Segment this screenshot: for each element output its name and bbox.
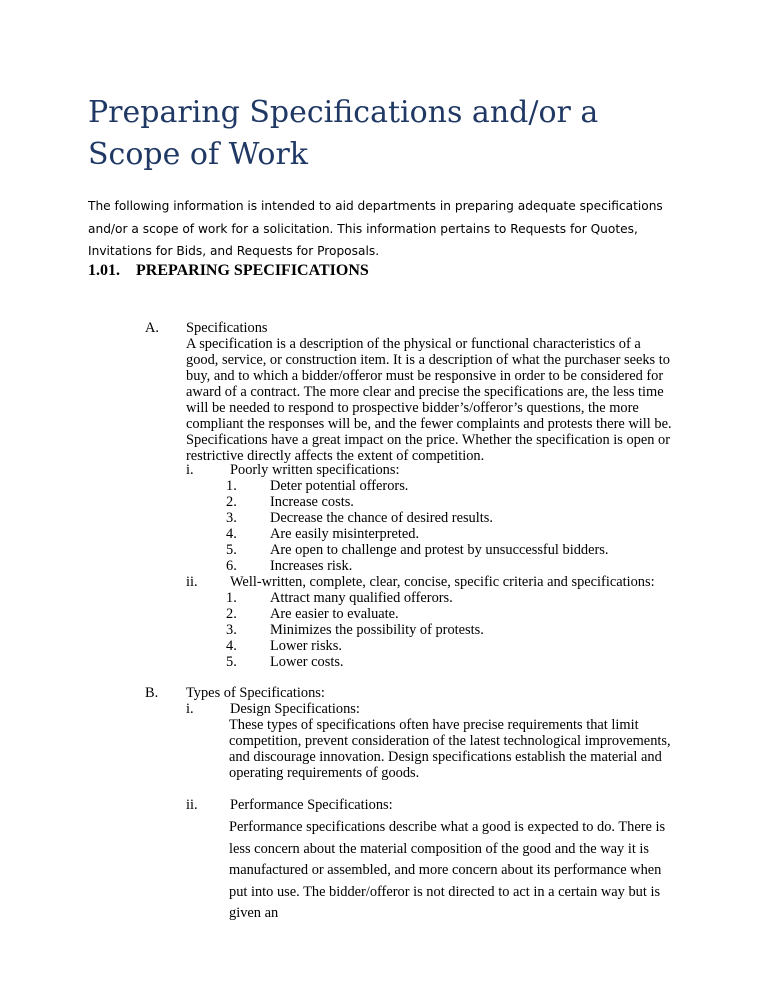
list-item: 3. Minimizes the possibility of protests. <box>226 622 484 638</box>
list-item: 2. Are easier to evaluate. <box>226 606 399 622</box>
section-title: PREPARING SPECIFICATIONS <box>136 262 369 279</box>
list-item: 4. Lower risks. <box>226 638 342 654</box>
item-b-ii-body: Performance specifications describe what a good is expected to do. There is less concern about the material composition of the good and the way it is manufactured or assembled, and more concern about its performance when put into use. The bidder/offeror is not directed to act in a certain way but is given an <box>229 819 666 921</box>
list-item: 6. Increases risk. <box>226 558 353 574</box>
item-b-i-label: Design Specifications: <box>230 701 360 717</box>
list-item: 4. Are easily misinterpreted. <box>226 526 420 542</box>
list-item: 5. Lower costs. <box>226 654 344 670</box>
item-a-i-number: i. <box>186 462 194 478</box>
item-b-ii-label: Performance Specifications: <box>230 797 393 813</box>
item-a-ii-number: ii. <box>186 574 198 590</box>
section-number: 1.01. <box>88 262 120 279</box>
list-item: 1. Deter potential offerors. <box>226 478 409 494</box>
item-b-letter: B. <box>145 685 159 701</box>
page-title: Preparing Specifications and/or a Scope of Work <box>88 95 599 172</box>
item-b-i-body: These types of specifications often have precise requirements that limit competition, prevent consideration of the latest technological improvements, and discourage innovation. Design specifications establish the material and operating requirements of goods. <box>229 717 671 781</box>
item-a <box>186 320 676 464</box>
item-b-i <box>186 701 706 717</box>
list-item: 1. Attract many qualified offerors. <box>226 590 453 606</box>
section-heading <box>88 262 369 280</box>
item-a-title: Specifications <box>186 320 268 336</box>
item-a-i-list <box>226 478 706 574</box>
list-item: 3. Decrease the chance of desired results. <box>226 510 493 526</box>
intro-paragraph: The following information is intended to aid departments in preparing adequate specifications and/or a scope of work for a solicitation. This information pertains to Requests for Quotes, Invitations for Bids, and Requests for Proposals. <box>88 199 663 258</box>
item-a-ii-label: Well-written, complete, clear, concise, specific criteria and specifications: <box>230 574 655 590</box>
item-b-ii-number: ii. <box>186 797 198 813</box>
item-a-i-label: Poorly written specifications: <box>230 462 400 478</box>
item-a-ii-list <box>226 590 706 670</box>
item-b-ii <box>186 797 706 813</box>
item-a-body: A specification is a description of the physical or functional characteristics of a good, service, or construction item. It is a description of what the purchaser seeks to buy, and to which a bidder/offeror must be responsive in order to be considered for award of a contract. The more clear and precise the specifications are, the less time will be needed to respond to prospective bidder’s/offeror’s questions, the more compliant the responses will be, and the fewer complaints and protests there will be. Specifications have a great impact on the price. Whether the specification is open or restrictive directly affects the extent of competition. <box>186 336 672 464</box>
list-item: 5. Are open to challenge and protest by unsuccessful bidders. <box>226 542 609 558</box>
item-a-i <box>186 462 706 478</box>
item-b-i-number: i. <box>186 701 194 717</box>
item-b-title: Types of Specifications: <box>186 685 325 701</box>
item-a-letter: A. <box>145 320 159 336</box>
list-item: 2. Increase costs. <box>226 494 354 510</box>
item-a-ii <box>186 574 706 590</box>
